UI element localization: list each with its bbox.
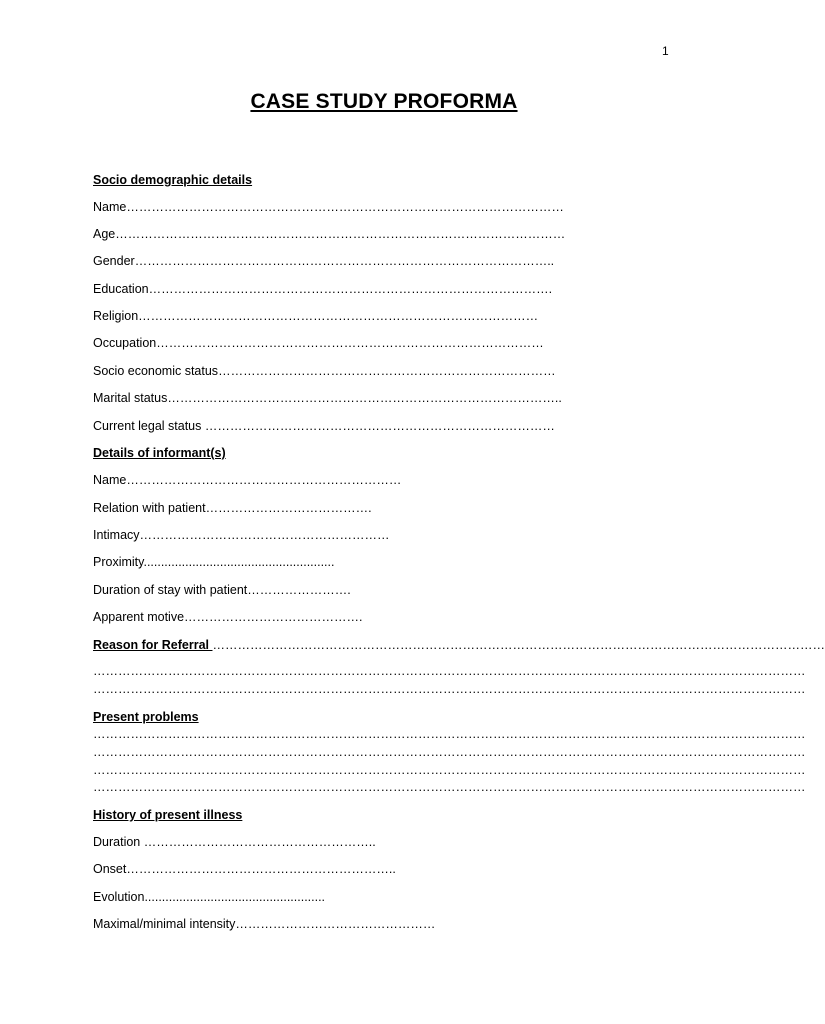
field-evolution: [93, 889, 325, 905]
fill-dots: …………………………………………………………………………………….: [148, 282, 553, 296]
field-label: Evolution: [93, 890, 145, 904]
field-maximal-minimal-intensity: [93, 916, 435, 932]
fill-dots: …………………………………………………………………………: [204, 419, 555, 433]
field-label: Religion: [93, 309, 139, 323]
fill-dots: …………………………………………: [235, 917, 436, 931]
field-proximity: [93, 554, 334, 570]
field-label: Intimacy: [93, 528, 140, 542]
field-label: Marital status: [93, 391, 168, 405]
fill-dots: ……………………………………………………………………………………: [138, 309, 539, 323]
fill-dots: ………………………………………………..: [143, 835, 376, 849]
fill-dots: ………………………………………………………………………………………..: [134, 254, 555, 268]
field-apparent-motive: [93, 609, 363, 625]
fill-dots: ....................................................: [144, 890, 326, 904]
field-label: Relation with patient: [93, 501, 206, 515]
field-occupation: [93, 335, 544, 351]
field-label: Name: [93, 200, 127, 214]
fill-dots: .......................................................: [143, 555, 335, 569]
field-label: Socio economic status: [93, 364, 219, 378]
section-referral: [93, 637, 825, 653]
fill-dots: …………………………………………………………………………………..: [167, 391, 562, 405]
present-problems-line: ………………………………………………………………………………………………………………………………………………………: [93, 727, 806, 741]
field-label: Apparent motive: [93, 610, 185, 624]
present-problems-line: ………………………………………………………………………………………………………………………………………………………: [93, 763, 806, 777]
field-label: Occupation: [93, 336, 157, 350]
field-intimacy: [93, 527, 390, 543]
field-socio-economic-status: [93, 363, 556, 379]
field-relation-with-patient: [93, 500, 372, 516]
field-education: [93, 281, 552, 297]
fill-dots: …………………………………….: [184, 610, 363, 624]
field-name: [93, 199, 564, 215]
fill-dots: ………………………………….: [205, 501, 372, 515]
section-heading-referral: Reason for Referral: [93, 638, 213, 652]
field-label: Maximal/minimal intensity: [93, 917, 236, 931]
fill-dots: ……………………………………………………: [139, 528, 390, 542]
section-heading-socio: Socio demographic details: [93, 173, 253, 187]
document-title: CASE STUDY PROFORMA: [250, 90, 518, 113]
field-age: [93, 226, 565, 242]
section-heading-present-problems: Present problems: [93, 710, 199, 724]
fill-dots: …………………………………………………………: [126, 473, 402, 487]
referral-line: ………………………………………………………………………………………………………………………………………………………: [93, 682, 806, 696]
fill-dots: …………………………………………………………………………………: [156, 336, 544, 350]
fill-dots: ……………………………………………………………………………………………: [126, 200, 564, 214]
field-duration: [93, 834, 376, 850]
fill-dots: ………………………………………………………..: [126, 862, 396, 876]
field-label: Name: [93, 473, 127, 487]
fill-dots: …………………….: [247, 583, 351, 597]
fill-dots: …………………………………………………………………………………………………………………………………: [212, 638, 825, 652]
field-label: Gender: [93, 254, 135, 268]
field-label: Duration of stay with patient: [93, 583, 248, 597]
field-onset: [93, 861, 396, 877]
field-duration-of-stay: [93, 582, 351, 598]
field-marital-status: [93, 390, 562, 406]
field-label: Onset: [93, 862, 127, 876]
field-religion: [93, 308, 538, 324]
section-heading-history: History of present illness: [93, 808, 243, 822]
field-current-legal-status: [93, 418, 555, 434]
present-problems-line: ………………………………………………………………………………………………………………………………………………………: [93, 780, 806, 794]
field-informant-name: [93, 472, 401, 488]
fill-dots: ………………………………………………………………………………………………: [115, 227, 566, 241]
fill-dots: ………………………………………………………………………: [218, 364, 556, 378]
page-number: 1: [662, 44, 669, 58]
field-label: Proximity: [93, 555, 144, 569]
section-heading-informant: Details of informant(s): [93, 446, 226, 460]
present-problems-line: ………………………………………………………………………………………………………………………………………………………: [93, 745, 806, 759]
referral-line: ………………………………………………………………………………………………………………………………………………………: [93, 664, 806, 678]
field-label: Duration: [93, 835, 144, 849]
field-label: Education: [93, 282, 149, 296]
field-label: Age: [93, 227, 116, 241]
field-label: Current legal status: [93, 419, 205, 433]
field-gender: [93, 253, 554, 269]
